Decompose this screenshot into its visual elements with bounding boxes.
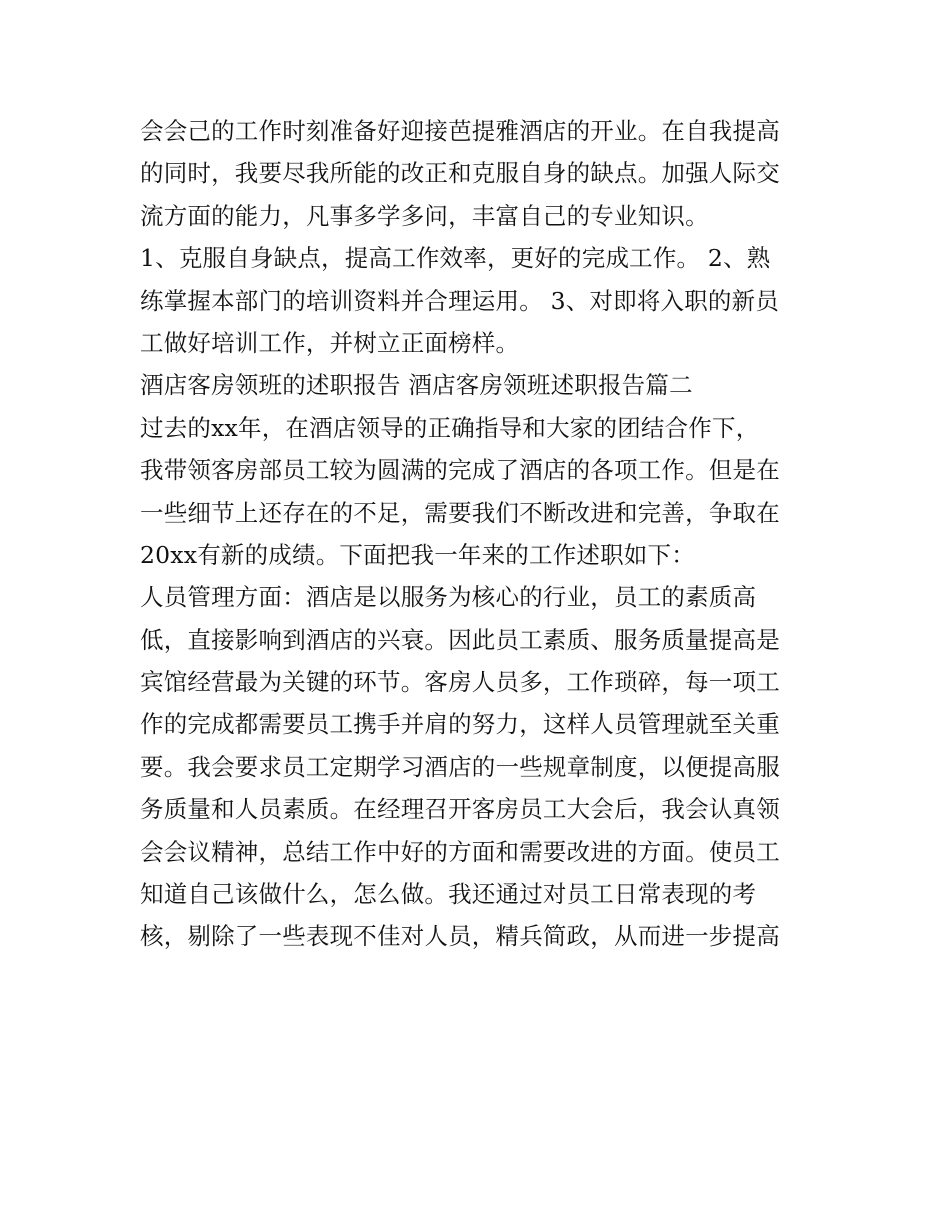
text-line: 会会己的工作时刻准备好迎接芭提雅酒店的开业。在自我提高 [140, 117, 780, 145]
list-item-line: 练掌握本部门的培训资料并合理运用。 3、对即将入职的新员 [140, 286, 780, 315]
text-line: 的同时，我要尽我所能的改正和克服自身的缺点。加强人际交 [140, 159, 780, 188]
text-line: 要。我会要求员工定期学习酒店的一些规章制度，以便提高服 [140, 752, 780, 781]
text-line: 知道自己该做什么，怎么做。我还通过对员工日常表现的考 [140, 880, 757, 909]
text-line: 低，直接影响到酒店的兴衰。因此员工素质、服务质量提高是 [140, 625, 780, 654]
text-line: 会会议精神，总结工作中好的方面和需要改进的方面。使员工 [140, 837, 780, 866]
text-line: 作的完成都需要员工携手并肩的努力，这样人员管理就至关重 [140, 710, 780, 739]
text-line: 我带领客房部员工较为圆满的完成了酒店的各项工作。但是在 [140, 456, 780, 485]
text-line: 人员管理方面：酒店是以服务为核心的行业，员工的素质高 [140, 583, 757, 612]
text-line: 20xx有新的成绩。下面把我一年来的工作述职如下： [140, 540, 695, 569]
text-line: 宾馆经营最为关键的环节。客房人员多，工作琐碎，每一项工 [140, 668, 780, 697]
text-line: 过去的xx年，在酒店领导的正确指导和大家的团结合作下， [140, 413, 760, 442]
text-line: 流方面的能力，凡事多学多问，丰富自己的专业知识。 [140, 201, 709, 230]
document-body [140, 110, 820, 958]
section-heading: 酒店客房领班的述职报告 酒店客房领班述职报告篇二 [140, 371, 693, 400]
list-item-line: 1、克服自身缺点，提高工作效率，更好的完成工作。 2、熟 [140, 244, 771, 273]
text-line: 核，剔除了一些表现不佳对人员，精兵简政，从而进一步提高 [140, 922, 780, 951]
text-line: 务质量和人员素质。在经理召开客房员工大会后，我会认真领 [140, 795, 780, 824]
list-item-line: 工做好培训工作，并树立正面榜样。 [140, 328, 520, 357]
text-line: 一些细节上还存在的不足，需要我们不断改进和完善，争取在 [140, 498, 780, 527]
